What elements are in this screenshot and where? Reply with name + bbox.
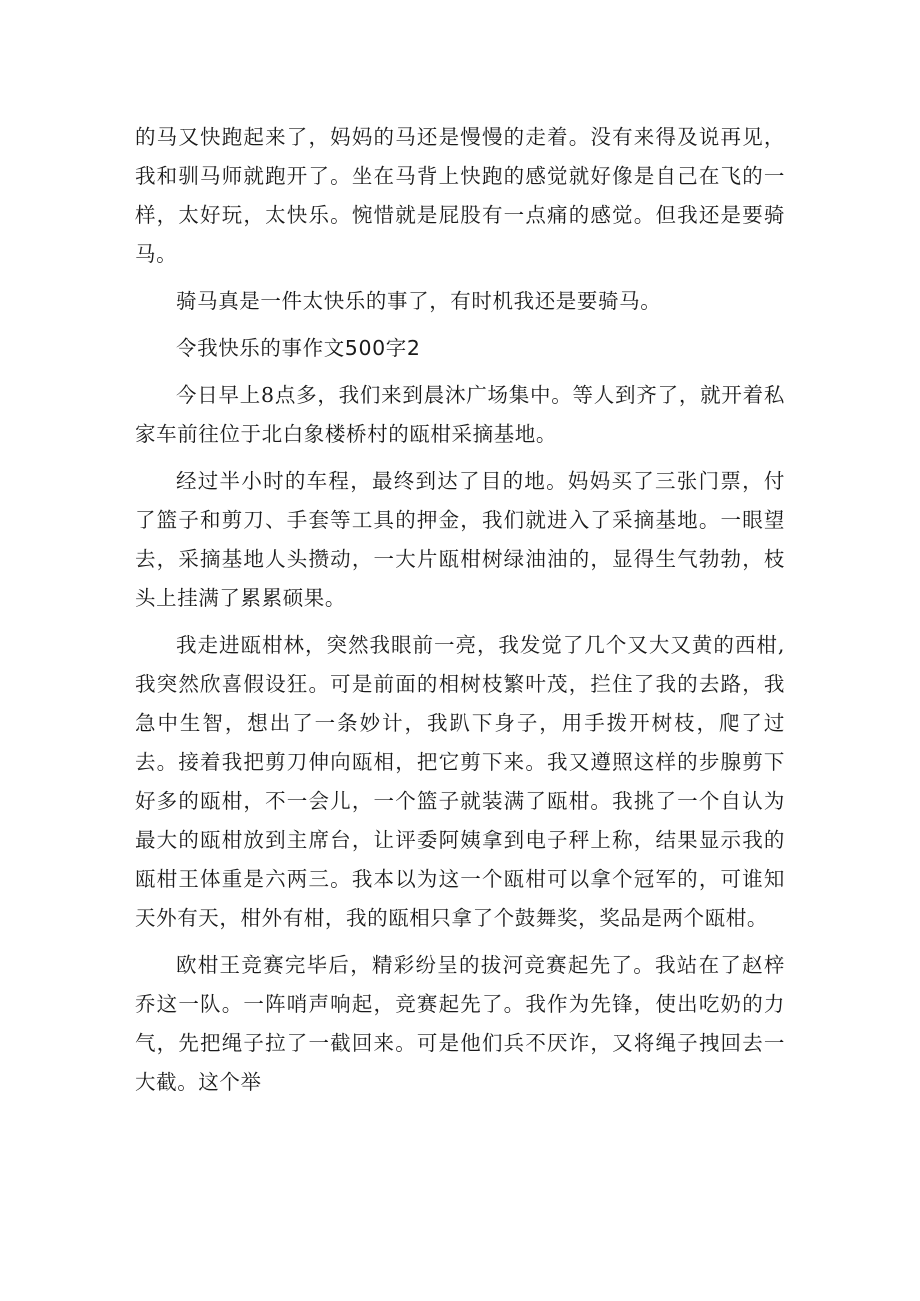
paragraph: 今日早上8点多，我们来到晨沐广场集中。等人到齐了，就开着私家车前往位于北白象楼桥村的瓯柑采摘基地。 bbox=[135, 383, 785, 446]
paragraph: 我走进瓯柑林，突然我眼前一亮，我发觉了几个又大又黄的西柑,我突然欣喜假设狂。可是前面的相树枝繁叶茂，拦住了我的去路，我急中生智，想出了一条妙计，我趴下身子，用手拨开树枝，爬了过去。接着我把剪刀伸向瓯相，把它剪下来。我又遵照这样的步腺剪下好多的瓯柑，不一会儿，一个篮子就装满了瓯柑。我挑了一个自认为最大的瓯柑放到主席台，让评委阿姨拿到电子秤上称，结果显示我的瓯柑王体重是六两三。我本以为这一个瓯柑可以拿个冠军的，可谁知天外有天，柑外有柑，我的瓯相只拿了个鼓舞奖，奖品是两个瓯柑。 bbox=[135, 633, 785, 930]
paragraph-continuation: 的马又快跑起来了，妈妈的马还是慢慢的走着。没有来得及说再见，我和驯马师就跑开了。坐在马背上快跑的感觉就好像是自己在飞的一样，太好玩，太快乐。惋惜就是屁股有一点痛的感觉。但我还是要骑马。 bbox=[135, 125, 785, 266]
section-heading: 令我快乐的事作文500字2 bbox=[176, 336, 421, 360]
paragraph: 经过半小时的车程，最终到达了目的地。妈妈买了三张门票，付了篮子和剪刀、手套等工具的押金，我们就进入了采摘基地。一眼望去，采摘基地人头攒动，一大片瓯柑树绿油油的，显得生气勃勃，枝头上挂满了累累硕果。 bbox=[135, 469, 785, 610]
paragraph: 骑马真是一件太快乐的事了，有时机我还是要骑马。 bbox=[176, 289, 662, 313]
document-body bbox=[135, 118, 785, 1110]
paragraph-truncated: 欧柑王竞赛完毕后，精彩纷呈的拔河竞赛起先了。我站在了赵梓乔这一队。一阵哨声响起，竞赛起先了。我作为先锋，使出吃奶的力气，先把绳子拉了一截回来。可是他们兵不厌诈，又将绳子拽回去一大截。这个举 bbox=[135, 953, 785, 1094]
